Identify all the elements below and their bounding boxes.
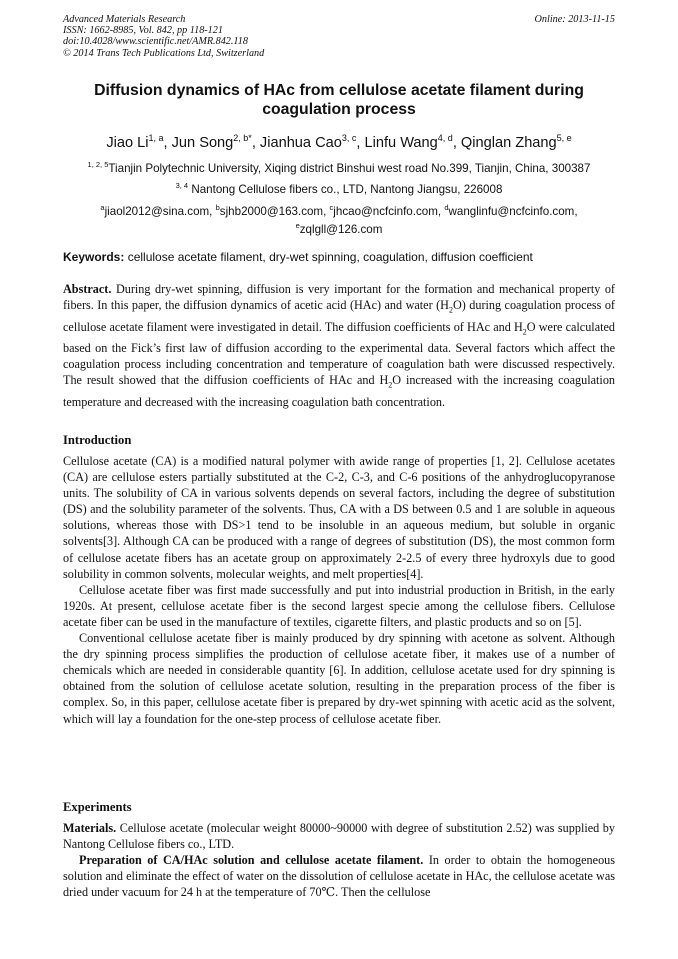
email-link[interactable]: jhcao@ncfcinfo.com <box>333 204 438 218</box>
abstract <box>63 281 615 410</box>
keywords-label: Keywords: <box>63 250 125 264</box>
experiments-body <box>63 820 615 900</box>
paragraph: Cellulose acetate (CA) is a modified natural polymer with awide range of properties [1, 2]. Cellulose acetates (CA) are cellulose esters partially substituted at the C-2, C-3, and C-6 positions of the anhydroglucopyranose units. The solubility of CA in various solvents depends on several factors, including the degree of substitution (DS) and the solubility parameter of the solvents. Thus, CA with a DS between 0.5 and 1 are soluble in aqueous solutions, whereas those with DS>1 tend to be insoluble in an aqueous medium, but soluble in organic solvents[3]. Although CA can be produced with a range of degrees of substitution (DS), the most common form of cellulose acetate fibers has an acetate group on approximately 2-2.5 of every three hydroxyls due to good solubility in common solvents, molecular weights, and melt properties[4]. <box>63 454 615 581</box>
subscript: 2 <box>388 380 393 390</box>
author-name: Jun Song <box>171 134 234 151</box>
email-list: $^a$jiaol2012@sina.com, $^b$sjhb2000@163.com, $^c$jhcao@ncfcinfo.com, $^d$wanglinfu@ncfcinfo.com, $^e$zqlgll@126.com <box>100 203 578 237</box>
author-sup: 2, b* <box>233 133 252 143</box>
author-list: Jiao Li$^{1, a}$, Jun Song$^{2, b*}$, Jianhua Cao$^{3, c}$, Linfu Wang$^{4, d}$, Qinglan Zhang$^{5, e}$ <box>106 133 572 151</box>
paragraph: Cellulose acetate fiber was first made successfully and put into industrial production in British, in the early 1920s. At present, cellulose acetate fiber is the second largest specie among the cellulose fibers. Cellulose acetate fiber can be used in the manufacture of textiles, cigarette filters, and plastic products and so on [5]. <box>63 582 615 629</box>
email-link[interactable]: zqlgll@126.com <box>299 223 383 237</box>
affiliation-sup: 1, 2, 5 <box>87 160 109 169</box>
doi-line[interactable]: doi:10.4028/www.scientific.net/AMR.842.118 <box>63 36 248 48</box>
abstract-text: During dry-wet spinning, diffusion is very important for the formation and mechanical property of fibers. In this paper, the diffusion dynamics of acetic acid (HAc) and water (H <box>63 282 615 313</box>
title-line-1: Diffusion dynamics of HAc from cellulose acetate filament during <box>94 82 584 99</box>
subscript: 2 <box>522 327 527 337</box>
email-sup: b <box>215 203 220 212</box>
affiliation-2 <box>40 178 638 197</box>
email-sup: e <box>295 221 300 231</box>
issn-line: ISSN: 1662-8985, Vol. 842, pp 118-121 <box>63 25 223 37</box>
author-sup: 4, d <box>437 133 453 143</box>
abstract-text: O were calculated based on the Fick’s first law of diffusion according to the experimental data. Several factors which affect the coagulation process including concentration and temperature of coagulation bath were discussed respectively. The result showed that the diffusion coefficients of HAc and H <box>63 319 615 388</box>
paragraph: Conventional cellulose acetate fiber is mainly produced by dry spinning with acetone as solvent. Although the dry spinning process simplifies the production of cellulose acetate fiber, it makes use of a number of chemicals which are needed in considerable quantity [6]. In addition, cellulose acetate used for dry spinning is obtained from the solution of cellulose acetate solution, resulting in the preparation process of the fiber is complex. So, in this paper, cellulose acetate fiber is prepared by dry-wet spinning with acetic acid as the solvent, which will lay a foundation for the one-step process of cellulose acetate fiber. <box>63 631 615 726</box>
materials-label: Materials. <box>63 821 117 835</box>
email-link[interactable]: jiaol2012@sina.com <box>104 204 210 218</box>
abstract-label: Abstract. <box>63 282 112 296</box>
materials-text: Cellulose acetate (molecular weight 80000~90000 with degree of substitution 2.52) was supplied by Nantong Cellulose fibers co., LTD. <box>63 821 615 852</box>
preparation-label: Preparation of CA/HAc solution and cellulose acetate filament. <box>79 853 424 868</box>
author-name: Qinglan Zhang <box>460 134 557 151</box>
copyright-line: © 2014 Trans Tech Publications Ltd, Switzerland <box>63 47 265 59</box>
title-line-2: coagulation process <box>262 101 416 118</box>
affiliation-text: Tianjin Polytechnic University, Xiqing district Binshui west road No.399, Tianjin, China, 300387 <box>108 161 591 175</box>
author-sup: 3, c <box>341 133 357 143</box>
email-sup: d <box>444 203 449 212</box>
abstract-text: O increased with the increasing coagulation temperature and decreased with the increasing coagulation bath concentration. <box>63 373 616 409</box>
introduction-body <box>63 453 615 727</box>
keywords-text: cellulose acetate filament, dry-wet spinning, coagulation, diffusion coefficient <box>124 250 533 264</box>
experiments-heading: Experiments <box>63 800 132 814</box>
author-sup: 5, e <box>556 133 572 143</box>
journal-header <box>63 14 264 59</box>
online-date: Online: 2013-11-15 <box>534 14 615 25</box>
email-link[interactable]: sjhb2000@163.com <box>219 204 324 218</box>
subscript: 2 <box>448 305 453 315</box>
abstract-text: O) during coagulation process of cellulose acetate filament were investigated in detail. The diffusion coefficients of HAc and H <box>63 298 615 334</box>
affiliation-text: Nantong Cellulose fibers co., LTD, Nantong Jiangsu, 226008 <box>188 182 503 196</box>
author-name: Linfu Wang <box>364 134 438 151</box>
introduction-heading: Introduction <box>63 433 132 447</box>
email-sup: a <box>100 203 105 212</box>
author-name: Jiao Li <box>106 134 149 151</box>
preparation-text: In order to obtain the homogeneous solution and eliminate the effect of water on the dissolution of cellulose acetate in HAc, the cellulose acetate was dried under vacuum for 24 h at the temperature of 70℃. Then the cellulose <box>63 853 615 900</box>
email-link[interactable]: wanglinfu@ncfcinfo.com <box>448 204 575 218</box>
journal-name: Advanced Materials Research <box>63 14 186 25</box>
author-sup: 1, a <box>148 133 164 143</box>
affiliation-1 <box>40 157 638 176</box>
keywords <box>63 250 623 265</box>
author-name: Jianhua Cao <box>259 134 342 151</box>
paper-title <box>63 81 615 119</box>
affiliation-sup: 3, 4 <box>175 181 189 190</box>
email-sup: c <box>329 203 334 212</box>
